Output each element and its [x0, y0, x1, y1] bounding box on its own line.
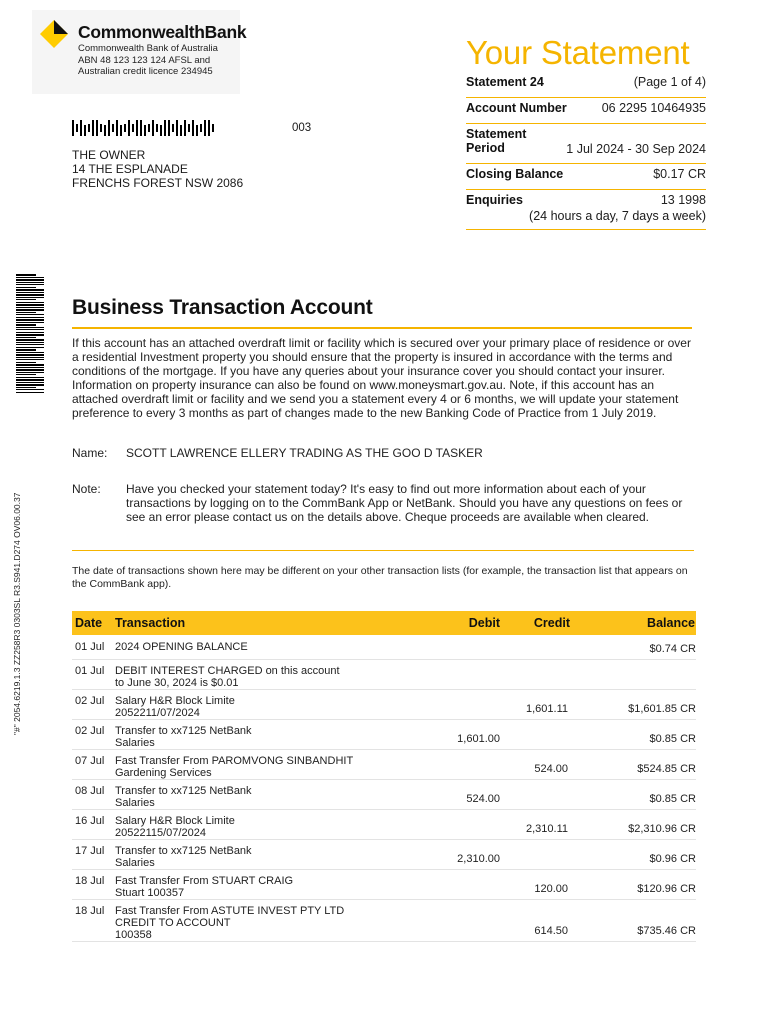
barcode-bar — [16, 362, 36, 364]
barcode-bar — [16, 344, 44, 345]
column-header-debit: Debit — [468, 616, 500, 630]
description-line: 2024 OPENING BALANCE — [115, 641, 248, 653]
balance-amount: $0.96 CR — [649, 853, 696, 865]
barcode-bar — [88, 124, 90, 132]
statement-title: Your Statement — [466, 34, 690, 71]
enquiries-number: 13 1998 — [660, 193, 706, 207]
barcode-bar — [16, 297, 44, 299]
barcode-bar — [152, 120, 154, 136]
account-number-value: 06 2295 10464935 — [601, 101, 706, 115]
barcode-bar — [16, 322, 44, 323]
description-line: Salaries — [115, 857, 155, 869]
barcode-bar — [140, 120, 142, 136]
barcode-bar — [124, 124, 126, 132]
transaction-date: 01 Jul — [75, 641, 105, 653]
bank-name: CommonwealthBank — [78, 22, 247, 42]
barcode-bar — [16, 329, 44, 330]
transaction-date: 02 Jul — [75, 695, 105, 707]
barcode-bar — [16, 287, 36, 289]
balance-amount: $0.74 CR — [649, 643, 696, 655]
insurance-disclaimer: If this account has an attached overdraft limit or facility which is secured over your primary place of residence or over a residential Investment property you should ensure that the property is insured in accordance with the terms and conditions of the mortgage. If you have any queries about your insurance cover you should contact your insurer. Information on property insurance can also be found on www.moneysmart.gov.au. Note, if this account has an attached overdraft limit or facility and we send you a statement every 4 or 6 months, we will update your statement preference to every 3 months as part of changes made to the new Banking Code of Practice from 1 July 2019. — [72, 336, 691, 420]
statement-info-table — [466, 72, 706, 230]
barcode-bar — [16, 352, 44, 353]
balance-amount: $735.46 CR — [637, 925, 696, 937]
barcode-bar — [212, 124, 214, 132]
description-line: Transfer to xx7125 NetBank — [115, 785, 252, 797]
barcode-bar — [16, 364, 44, 366]
barcode-bar — [148, 124, 150, 132]
account-number-row — [466, 98, 706, 124]
bank-legal-text: Commonwealth Bank of Australia ABN 48 123 123 124 AFSL and Australian credit licence 234945 — [78, 43, 218, 77]
barcode-bar — [16, 282, 44, 284]
table-row — [72, 900, 696, 942]
barcode-bar — [84, 125, 86, 136]
description-line: Stuart 100357 — [115, 887, 185, 899]
transaction-date: 18 Jul — [75, 875, 105, 887]
enquiries-label: Enquiries — [466, 193, 523, 207]
barcode-bar — [100, 124, 102, 132]
credit-amount: 120.00 — [534, 883, 568, 895]
side-print-code: "#" 2054.6219.1.3 ZZ258R3 0303SL R3.S941.D274 OV06.00.37 — [12, 492, 22, 735]
barcode-bar — [16, 342, 44, 344]
address-line: 14 THE ESPLANADE — [72, 162, 188, 176]
barcode-bar — [112, 124, 114, 132]
barcode-bar — [156, 124, 158, 132]
transaction-date: 07 Jul — [75, 755, 105, 767]
description-line: DEBIT INTEREST CHARGED on this account — [115, 665, 340, 677]
barcode-bar — [16, 337, 36, 338]
description-line: 2052211/07/2024 — [115, 707, 200, 719]
barcode-bar — [16, 274, 36, 276]
barcode-bar — [16, 324, 36, 326]
table-row — [72, 690, 696, 720]
account-holder-name: SCOTT LAWRENCE ELLERY TRADING AS THE GOO D TASKER — [126, 446, 483, 460]
column-header-balance: Balance — [647, 616, 695, 630]
column-header-transaction: Transaction — [115, 616, 186, 630]
barcode-bar — [196, 125, 198, 136]
barcode-bar — [16, 384, 44, 386]
closing-balance-label: Closing Balance — [466, 167, 564, 181]
description-line: Transfer to xx7125 NetBank — [115, 725, 252, 737]
transaction-description — [115, 755, 375, 779]
barcode-bar — [16, 389, 44, 390]
barcode-bar — [16, 357, 44, 359]
description-line: Fast Transfer From STUART CRAIG — [115, 875, 294, 887]
barcode-bar — [208, 120, 210, 136]
barcode-bar — [128, 120, 130, 136]
barcode-bar — [76, 124, 78, 132]
barcode-bar — [16, 277, 44, 278]
barcode-bar — [104, 125, 106, 136]
barcode-bar — [16, 304, 44, 306]
description-line: 100358 — [115, 929, 152, 941]
transaction-date: 08 Jul — [75, 785, 105, 797]
barcode-bar — [184, 120, 186, 136]
column-header-date: Date — [75, 616, 103, 630]
postal-barcode — [72, 120, 216, 136]
transaction-date: 17 Jul — [75, 845, 105, 857]
mail-sequence-number: 003 — [292, 122, 312, 134]
barcode-bar — [192, 120, 194, 136]
transaction-description — [115, 875, 375, 899]
balance-amount: $120.96 CR — [637, 883, 696, 895]
balance-amount: $1,601.85 CR — [628, 703, 696, 715]
side-barcode — [16, 274, 44, 396]
barcode-bar — [144, 125, 146, 136]
description-line: 20522115/07/2024 — [115, 827, 206, 839]
barcode-bar — [16, 327, 44, 329]
credit-amount: 2,310.11 — [525, 823, 568, 835]
description-line: Salary H&R Block Limite — [115, 815, 235, 827]
barcode-bar — [204, 120, 206, 136]
barcode-bar — [168, 120, 170, 136]
balance-amount: $0.85 CR — [649, 733, 696, 745]
column-header-credit: Credit — [533, 616, 570, 630]
barcode-bar — [120, 125, 122, 136]
barcode-bar — [16, 319, 44, 321]
commbank-diamond-icon — [40, 20, 68, 48]
barcode-bar — [16, 312, 36, 314]
account-title: Business Transaction Account — [72, 296, 373, 319]
barcode-bar — [188, 124, 190, 132]
barcode-bar — [136, 120, 138, 136]
statement-period-label: Statement Period — [466, 127, 527, 155]
note-divider — [72, 550, 694, 551]
description-line: Transfer to xx7125 NetBank — [115, 845, 252, 857]
table-row — [72, 720, 696, 750]
barcode-bar — [80, 120, 82, 136]
barcode-bar — [16, 284, 44, 285]
transactions-table-header — [72, 611, 696, 635]
note-label: Note: — [72, 482, 101, 496]
barcode-bar — [16, 374, 36, 375]
barcode-bar — [132, 124, 134, 132]
balance-amount: $0.85 CR — [649, 793, 696, 805]
barcode-bar — [116, 120, 118, 136]
barcode-bar — [92, 120, 94, 136]
barcode-bar — [72, 120, 74, 136]
barcode-bar — [16, 317, 44, 319]
barcode-bar — [16, 332, 44, 334]
barcode-bar — [16, 347, 44, 349]
debit-amount: 2,310.00 — [457, 853, 500, 865]
barcode-bar — [16, 314, 44, 315]
account-number-label: Account Number — [466, 101, 567, 115]
transactions-table-body — [72, 636, 696, 942]
transaction-date: 18 Jul — [75, 905, 105, 917]
barcode-bar — [16, 359, 44, 360]
description-line: Salaries — [115, 737, 155, 749]
description-line: Fast Transfer From PAROMVONG SINBANDHIT — [115, 755, 354, 767]
credit-amount: 614.50 — [534, 925, 568, 937]
barcode-bar — [172, 124, 174, 132]
barcode-bar — [16, 382, 44, 383]
barcode-bar — [180, 125, 182, 136]
barcode-bar — [16, 379, 44, 381]
closing-balance-row — [466, 164, 706, 190]
barcode-bar — [16, 309, 44, 311]
page-indicator: (Page 1 of 4) — [633, 75, 706, 89]
transaction-description — [115, 905, 375, 941]
barcode-bar — [108, 120, 110, 136]
barcode-bar — [16, 377, 44, 379]
description-line: to June 30, 2024 is $0.01 — [115, 677, 239, 689]
closing-balance-value: $0.17 CR — [653, 167, 706, 181]
account-note-text: Have you checked your statement today? It's easy to find out more information about each of your transactions by logging on to the CommBank App or NetBank. Should you have any questions on fees or see an error please contact us on the details above. Cheque proceeds are available when cleared. — [126, 482, 683, 524]
description-line: Gardening Services — [115, 767, 212, 779]
barcode-bar — [16, 392, 44, 394]
credit-amount: 524.00 — [534, 763, 568, 775]
table-row — [72, 660, 696, 690]
barcode-bar — [16, 294, 44, 296]
table-row — [72, 870, 696, 900]
barcode-bar — [16, 299, 36, 300]
barcode-bar — [16, 307, 44, 308]
transaction-description — [115, 695, 375, 719]
barcode-bar — [200, 124, 202, 132]
transaction-date: 16 Jul — [75, 815, 105, 827]
barcode-bar — [16, 302, 44, 304]
table-row — [72, 750, 696, 780]
barcode-bar — [16, 349, 36, 351]
statement-number: Statement 24 — [466, 75, 544, 89]
mailing-address — [72, 148, 243, 190]
credit-amount: 1,601.11 — [525, 703, 568, 715]
table-row — [72, 810, 696, 840]
barcode-bar — [96, 120, 98, 136]
name-label: Name: — [72, 446, 108, 460]
barcode-bar — [16, 334, 44, 336]
address-line: FRENCHS FOREST NSW 2086 — [72, 176, 244, 190]
barcode-bar — [16, 339, 44, 341]
description-line: CREDIT TO ACCOUNT — [115, 917, 231, 929]
statement-period-value: 1 Jul 2024 - 30 Sep 2024 — [566, 142, 706, 156]
address-line: THE OWNER — [72, 148, 146, 162]
statement-number-row — [466, 72, 706, 98]
bank-logo-block — [32, 10, 247, 94]
barcode-bar — [16, 289, 44, 291]
barcode-bar — [164, 120, 166, 136]
table-row — [72, 840, 696, 870]
barcode-bar — [16, 354, 44, 356]
transaction-description — [115, 815, 375, 839]
barcode-bar — [16, 279, 44, 281]
transaction-date: 02 Jul — [75, 725, 105, 737]
barcode-bar — [16, 387, 36, 389]
enquiries-row — [466, 190, 706, 230]
barcode-bar — [16, 369, 44, 371]
transaction-description — [115, 725, 375, 749]
barcode-bar — [16, 367, 44, 368]
table-row — [72, 780, 696, 810]
balance-amount: $524.85 CR — [637, 763, 696, 775]
barcode-bar — [16, 292, 44, 293]
debit-amount: 524.00 — [466, 793, 500, 805]
barcode-bar — [176, 120, 178, 136]
section-divider — [72, 327, 692, 329]
enquiries-hours: (24 hours a day, 7 days a week) — [529, 208, 706, 223]
transaction-description — [115, 785, 375, 809]
transaction-date: 01 Jul — [75, 665, 105, 677]
description-line: Fast Transfer From ASTUTE INVEST PTY LTD — [115, 905, 345, 917]
balance-amount: $2,310.96 CR — [628, 823, 696, 835]
statement-period-row — [466, 124, 706, 164]
barcode-bar — [16, 372, 44, 374]
transaction-description — [115, 665, 375, 689]
transaction-date-note: The date of transactions shown here may be different on your other transaction lists (for example, the transaction list that appears on the CommBank app). — [72, 565, 688, 590]
description-line: Salary H&R Block Limite — [115, 695, 235, 707]
barcode-bar — [160, 125, 162, 136]
debit-amount: 1,601.00 — [457, 733, 500, 745]
description-line: Salaries — [115, 797, 155, 809]
transaction-description — [115, 845, 375, 869]
table-row — [72, 636, 696, 660]
transaction-description — [115, 641, 375, 653]
